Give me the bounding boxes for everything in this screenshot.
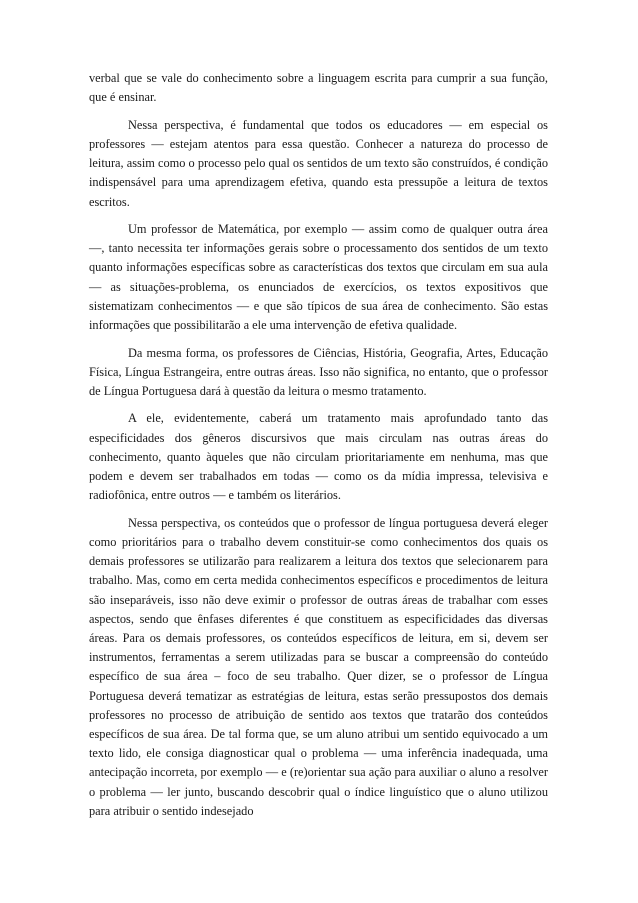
- paragraph-3: Um professor de Matemática, por exemplo — assim como de qualquer outra área —, tanto necessita ter informações gerais sobre o processamento dos sentidos de um texto quanto informações específicas sobre as características dos textos que circulam em sua aula — as situações-problema, os enunciados de exercícios, os textos expositivos que sistematizam conhecimentos — e que são típicos de sua área de conhecimento. São estas informações que possibilitarão a ele uma intervenção de efetiva qualidade.: [89, 222, 548, 333]
- document-page: [89, 69, 548, 829]
- paragraph-1: verbal que se vale do conhecimento sobre a linguagem escrita para cumprir a sua função, que é ensinar.: [89, 71, 548, 105]
- paragraph-5: A ele, evidentemente, caberá um tratamento mais aprofundado tanto das especificidades dos gêneros discursivos que mais circulam nas outras áreas do conhecimento, quanto àqueles que não circulam prioritariamente em nenhuma, mas que podem e devem ser trabalhados em todas — como os da mídia impressa, televisiva e radiofônica, entre outros — e também os literários.: [89, 411, 548, 503]
- paragraph-6: Nessa perspectiva, os conteúdos que o professor de língua portuguesa deverá eleger como prioritários para o trabalho devem constituir-se como conhecimentos dos quais os demais professores se utilizarão para realizarem a leitura dos textos que selecionarem para trabalho. Mas, como em certa medida conhecimentos específicos e procedimentos de leitura são inseparáveis, isso não deve eximir o professor de outras áreas de trabalhar com esses aspectos, sendo que ênfases diferentes é que constituem as especificidades das diversas áreas. Para os demais professores, os conteúdos específicos de leitura, em si, devem ser instrumentos, ferramentas a serem utilizadas para se buscar a compreensão do conteúdo específico de sua área – foco de seu trabalho. Quer dizer, se o professor de Língua Portuguesa deverá tematizar as estratégias de leitura, estas serão pressupostos dos demais professores no processo de atribuição de sentido aos textos que tratarão dos conteúdos específicos de sua área. De tal forma que, se um aluno atribui um sentido equivocado a um texto lido, ele consiga diagnosticar qual o problema — uma inferência inadequada, uma antecipação incorreta, por exemplo — e (re)orientar sua ação para auxiliar o aluno a resolver o problema — ler junto, buscando descobrir qual o índice linguístico que o aluno utilizou para atribuir o sentido indesejado: [89, 515, 548, 818]
- paragraph-4: Da mesma forma, os professores de Ciências, História, Geografia, Artes, Educação Física, Língua Estrangeira, entre outras áreas. Isso não significa, no entanto, que o professor de Língua Portuguesa dará à questão da leitura o mesmo tratamento.: [89, 345, 548, 398]
- paragraph-2: Nessa perspectiva, é fundamental que todos os educadores — em especial os professores — estejam atentos para essa questão. Conhecer a natureza do processo de leitura, assim como o processo pelo qual os sentidos de um texto são construídos, é condição indispensável para uma aprendizagem efetiva, quando esta pressupõe a leitura de textos escritos.: [89, 117, 548, 209]
